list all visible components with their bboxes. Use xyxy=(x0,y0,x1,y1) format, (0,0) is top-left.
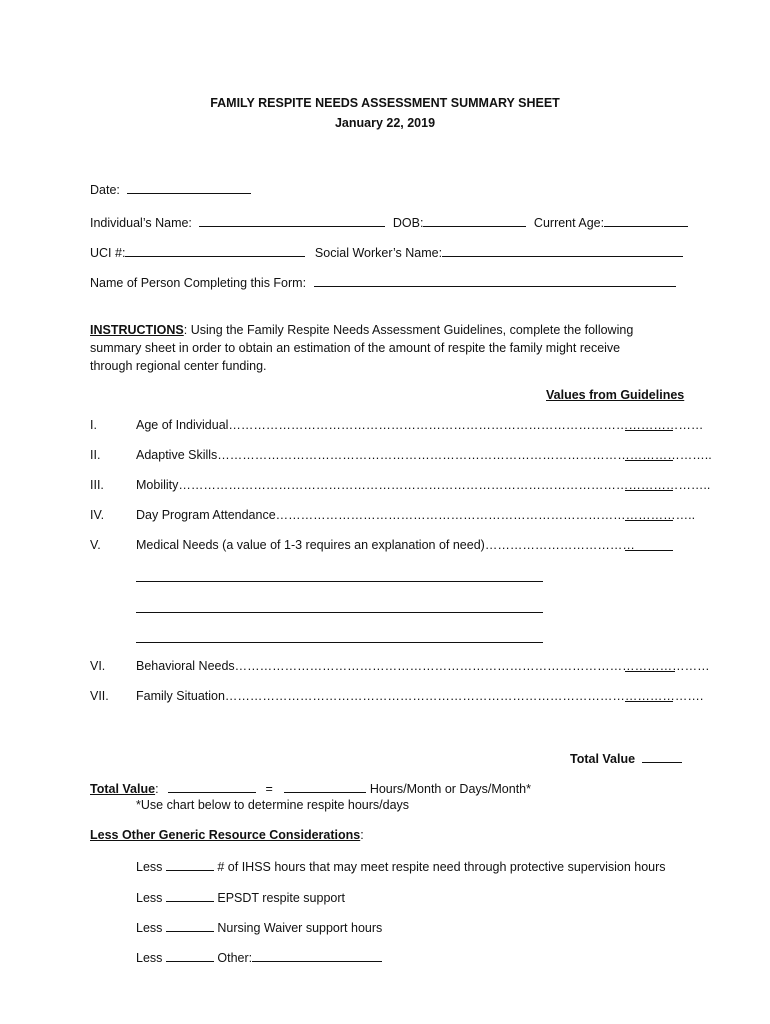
item-number: I. xyxy=(90,418,97,432)
less-row-nursing-waiver xyxy=(136,919,382,935)
item-label-behavioral-needs: Behavioral Needs…………………………………………………………………………………………………… xyxy=(136,659,710,673)
uci-field[interactable] xyxy=(125,244,305,257)
value-field-behavioral-needs[interactable] xyxy=(625,659,675,672)
value-field-family-situation[interactable] xyxy=(625,689,673,702)
dob-label: DOB: xyxy=(392,216,424,230)
total-value-field[interactable] xyxy=(642,750,682,763)
total-calc-colon: : xyxy=(155,782,159,796)
total-value-label: Total Value xyxy=(570,752,636,766)
value-field-adaptive-skills[interactable] xyxy=(625,448,673,461)
less-field-ihss[interactable] xyxy=(166,858,214,871)
uci-label: UCI #: xyxy=(90,246,126,260)
date-row xyxy=(90,181,251,197)
less-text-epsdt: EPSDT respite support xyxy=(217,891,345,905)
completer-label: Name of Person Completing this Form: xyxy=(90,276,307,290)
uci-row xyxy=(90,244,683,260)
generic-heading-colon: : xyxy=(360,828,364,842)
less-row-other xyxy=(136,949,382,965)
less-field-other[interactable] xyxy=(166,949,214,962)
less-text-ihss: # of IHSS hours that may meet respite need through protective supervision hours xyxy=(217,860,666,874)
generic-heading-text: Less Other Generic Resource Considerations xyxy=(90,828,361,842)
less-field-nursing-waiver[interactable] xyxy=(166,919,214,932)
less-field-epsdt[interactable] xyxy=(166,889,214,902)
individual-name-field[interactable] xyxy=(199,214,385,227)
document-date: January 22, 2019 xyxy=(334,116,436,130)
total-calc-label: Total Value xyxy=(90,782,156,796)
item-number: V. xyxy=(90,538,101,552)
dob-field[interactable] xyxy=(423,214,526,227)
total-calc-row xyxy=(90,780,531,796)
value-field-medical-needs[interactable] xyxy=(625,538,673,551)
less-label: Less xyxy=(136,891,163,905)
value-field-age[interactable] xyxy=(625,418,673,431)
completer-row xyxy=(90,274,676,290)
value-field-mobility[interactable] xyxy=(625,478,673,491)
page-title: FAMILY RESPITE NEEDS ASSESSMENT SUMMARY SHEET xyxy=(210,96,560,110)
generic-heading xyxy=(90,828,364,842)
less-text-other: Other: xyxy=(217,951,253,965)
values-header: Values from Guidelines xyxy=(546,388,685,402)
total-calc-field[interactable] xyxy=(168,780,256,793)
item-number: VII. xyxy=(90,689,109,703)
instructions-text: : Using the Family Respite Needs Assessment Guidelines, complete the following summary sheet in order to obtain an estimation of the amount of respite the family might receive through regional center funding. xyxy=(90,323,634,373)
date-field[interactable] xyxy=(127,181,251,194)
social-worker-field[interactable] xyxy=(442,244,683,257)
current-age-label: Current Age: xyxy=(533,216,605,230)
equals-sign: = xyxy=(265,782,273,796)
less-text-nursing-waiver: Nursing Waiver support hours xyxy=(217,921,383,935)
item-label-adaptive-skills: Adaptive Skills……………………………………………………………………………………………………….. xyxy=(136,448,712,462)
total-value-row xyxy=(570,750,682,766)
item-number: IV. xyxy=(90,508,105,522)
less-row-epsdt xyxy=(136,889,345,905)
less-label: Less xyxy=(136,921,163,935)
individual-name-label: Individual’s Name: xyxy=(90,216,192,230)
individual-row xyxy=(90,214,688,230)
item-number: II. xyxy=(90,448,101,462)
medical-explanation-line-3[interactable] xyxy=(136,642,543,643)
current-age-field[interactable] xyxy=(604,214,688,227)
item-label-age: Age of Individual…………………………………………………………………………………………………… xyxy=(136,418,704,432)
item-label-day-program: Day Program Attendance……………………………………………………………………………………….. xyxy=(136,508,696,522)
other-specify-field[interactable] xyxy=(252,949,382,962)
less-label: Less xyxy=(136,951,163,965)
instructions-label: INSTRUCTIONS xyxy=(90,323,184,337)
item-number: VI. xyxy=(90,659,106,673)
value-field-day-program[interactable] xyxy=(625,508,673,521)
hours-field[interactable] xyxy=(284,780,366,793)
hours-unit: Hours/Month or Days/Month* xyxy=(369,782,531,796)
date-label: Date: xyxy=(90,183,120,197)
less-label: Less xyxy=(136,860,163,874)
item-number: III. xyxy=(90,478,104,492)
instructions xyxy=(90,321,650,375)
medical-explanation-line-1[interactable] xyxy=(136,581,543,582)
item-label-mobility: Mobility……………………………………………………………………………………………………………….. xyxy=(136,478,711,492)
less-row-ihss xyxy=(136,858,666,874)
item-label-family-situation: Family Situation……………………………………………………………………………………………………. xyxy=(136,689,704,703)
social-worker-label: Social Worker’s Name: xyxy=(314,246,443,260)
medical-explanation-line-2[interactable] xyxy=(136,612,543,613)
item-label-medical-needs: Medical Needs (a value of 1-3 requires an explanation of need)……………………………… xyxy=(136,538,635,552)
completer-field[interactable] xyxy=(314,274,676,287)
chart-note: *Use chart below to determine respite hours/days xyxy=(136,798,410,812)
